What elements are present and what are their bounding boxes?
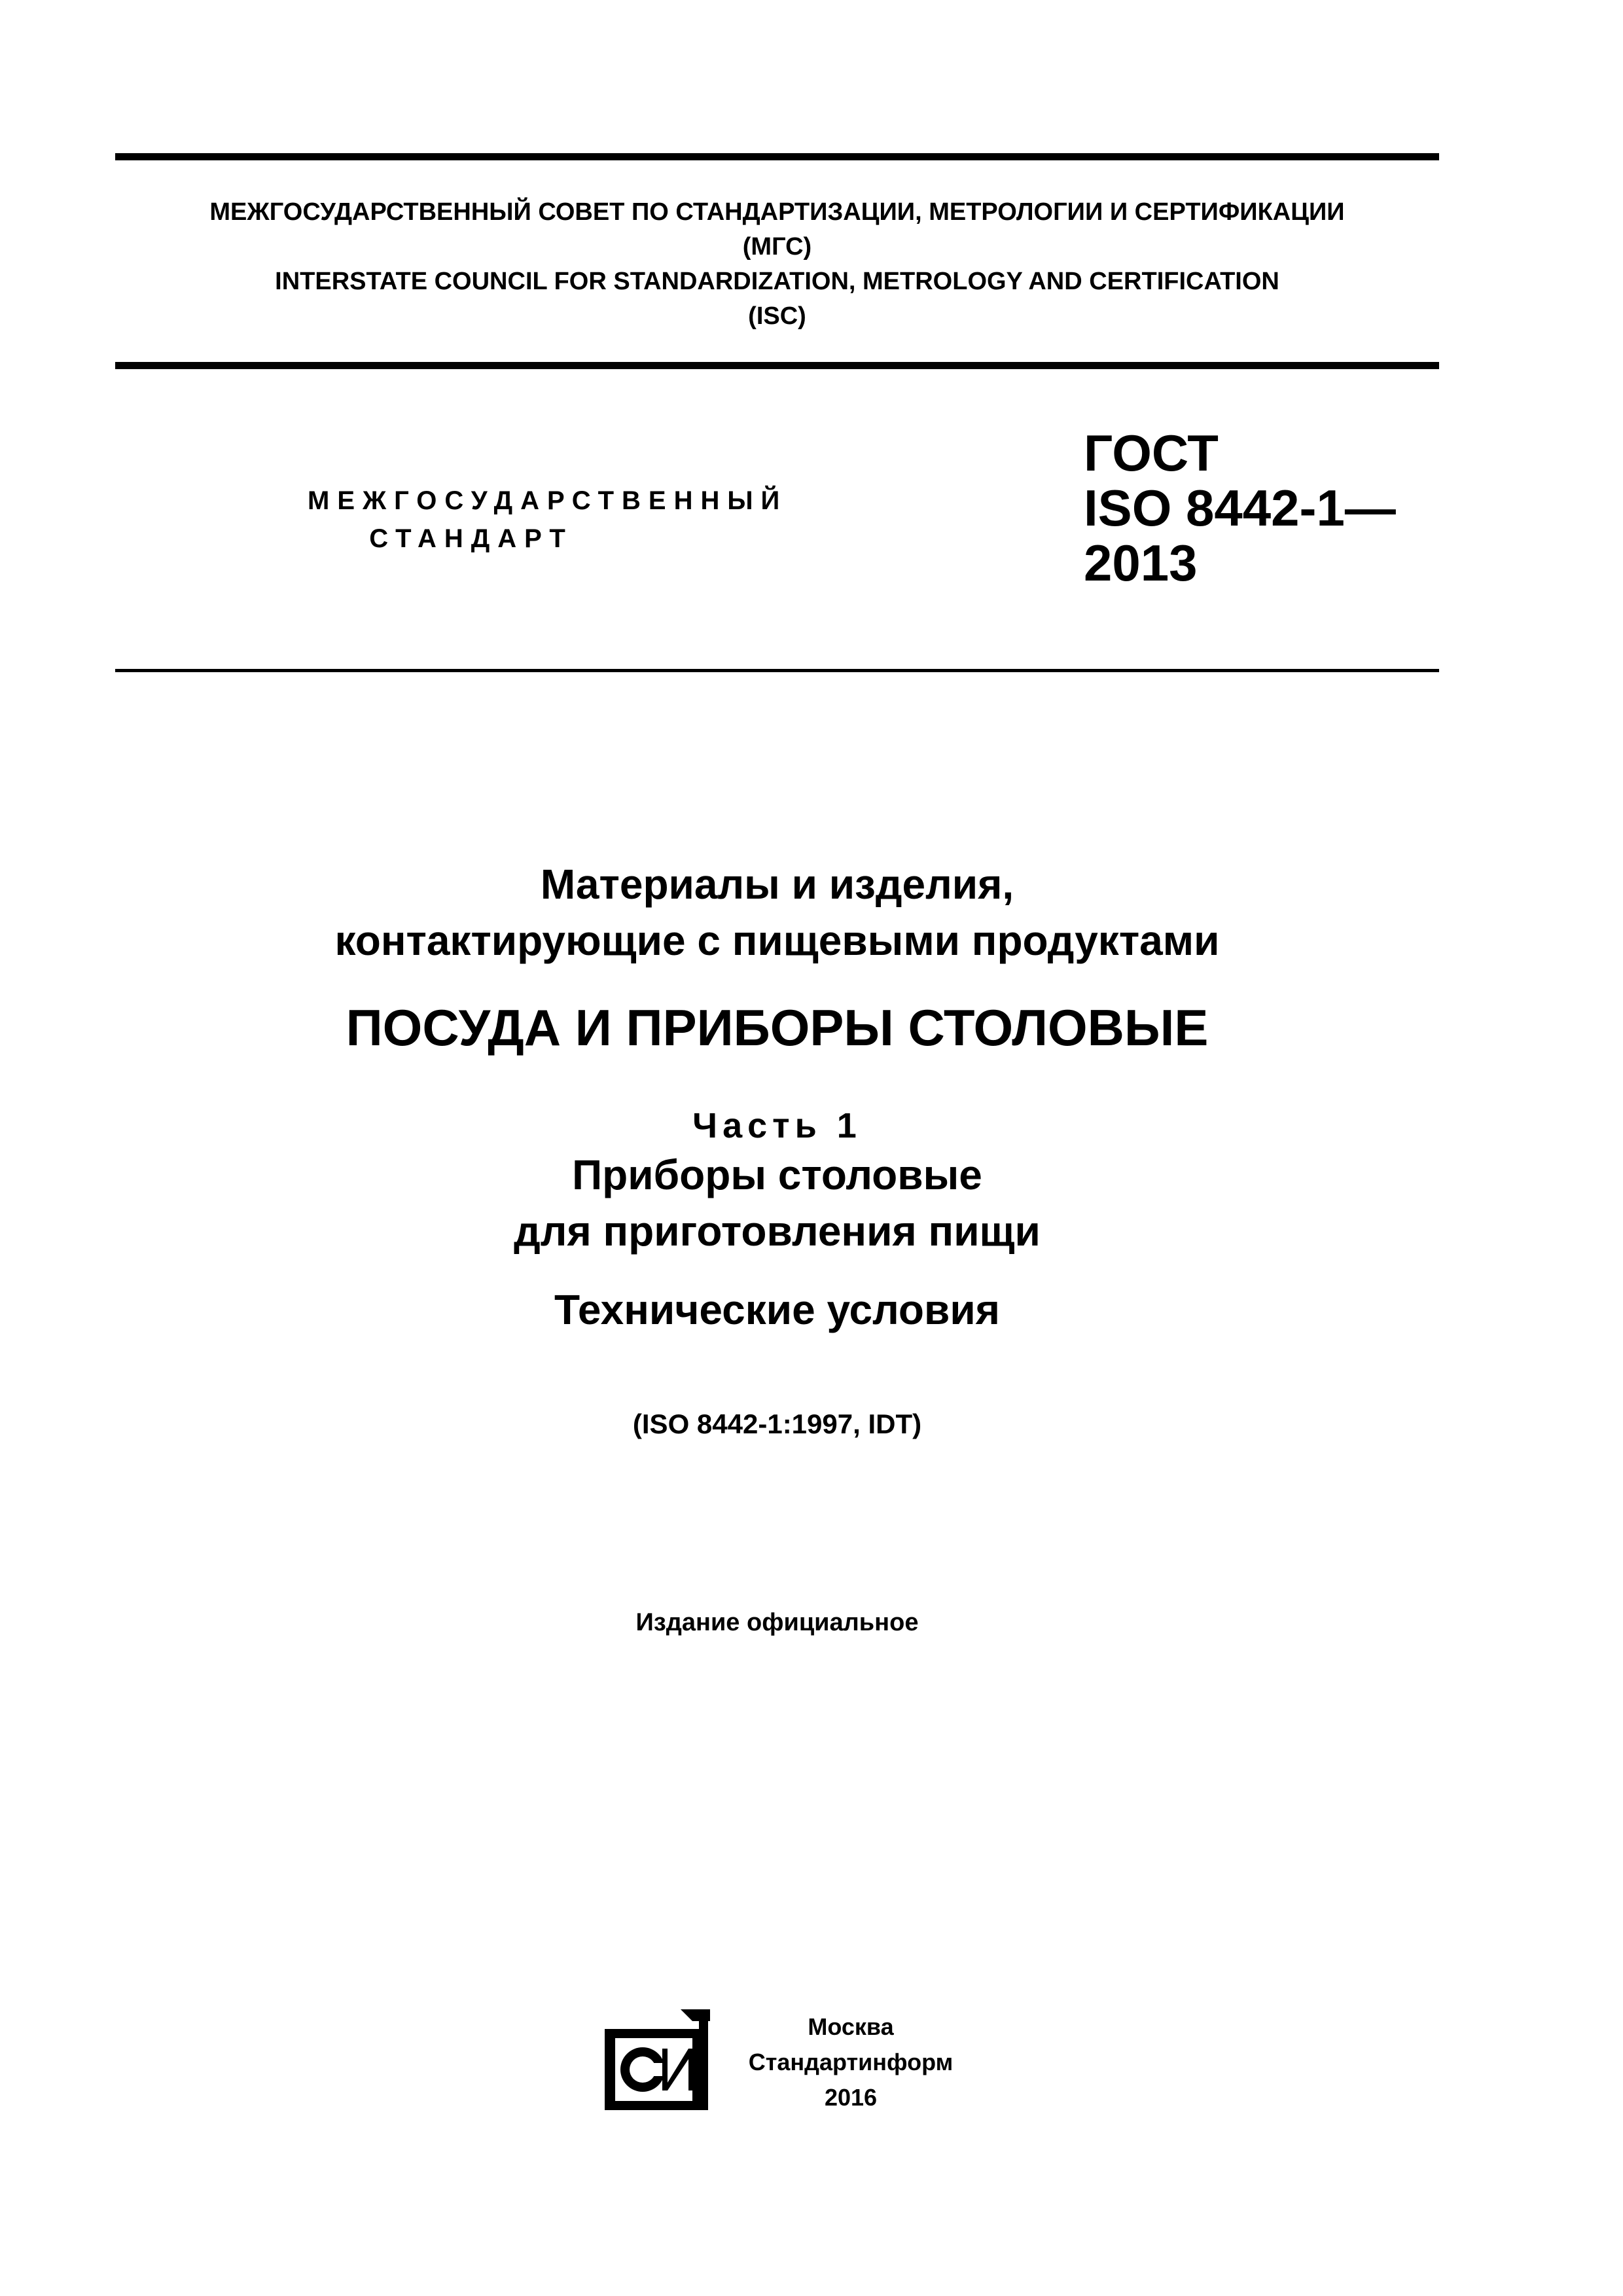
publisher-year: 2016	[824, 2084, 878, 2111]
top-rule	[115, 153, 1439, 160]
council-ru-abbr: (МГС)	[742, 233, 812, 260]
publisher-city: Москва	[808, 2013, 894, 2040]
council-ru: МЕЖГОСУДАРСТВЕННЫЙ СОВЕТ ПО СТАНДАРТИЗАЦИИ, МЕТРОЛОГИИ И СЕРТИФИКАЦИИ	[209, 198, 1345, 226]
title-spec: Технические условия	[554, 1286, 1001, 1333]
standartinform-logo-icon	[602, 2009, 710, 2113]
standard-designation: ГОСТ ISO 8442-1— 2013	[1084, 424, 1396, 592]
title-part-name: Приборы столовые для приготовления пищи	[514, 1151, 1041, 1255]
title-main: ПОСУДА И ПРИБОРЫ СТОЛОВЫЕ	[346, 999, 1209, 1056]
council-header	[115, 195, 1439, 334]
council-en: INTERSTATE COUNCIL FOR STANDARDIZATION, METROLOGY AND CERTIFICATION	[275, 268, 1279, 295]
council-rule	[115, 362, 1439, 369]
standard-type: МЕЖГОСУДАРСТВЕННЫЙ СТАНДАРТ	[308, 486, 788, 553]
designation-rule	[115, 669, 1439, 672]
publisher-name: Стандартинформ	[748, 2049, 954, 2075]
iso-reference: (ISO 8442-1:1997, IDT)	[632, 1408, 922, 1439]
title-subject: Материалы и изделия, контактирующие с пищевыми продуктами	[334, 861, 1220, 964]
edition-note: Издание официальное	[635, 1609, 919, 1636]
title-part: Часть 1	[692, 1106, 862, 1145]
publisher-block	[707, 2009, 995, 2115]
council-en-abbr: (ISC)	[748, 302, 806, 330]
